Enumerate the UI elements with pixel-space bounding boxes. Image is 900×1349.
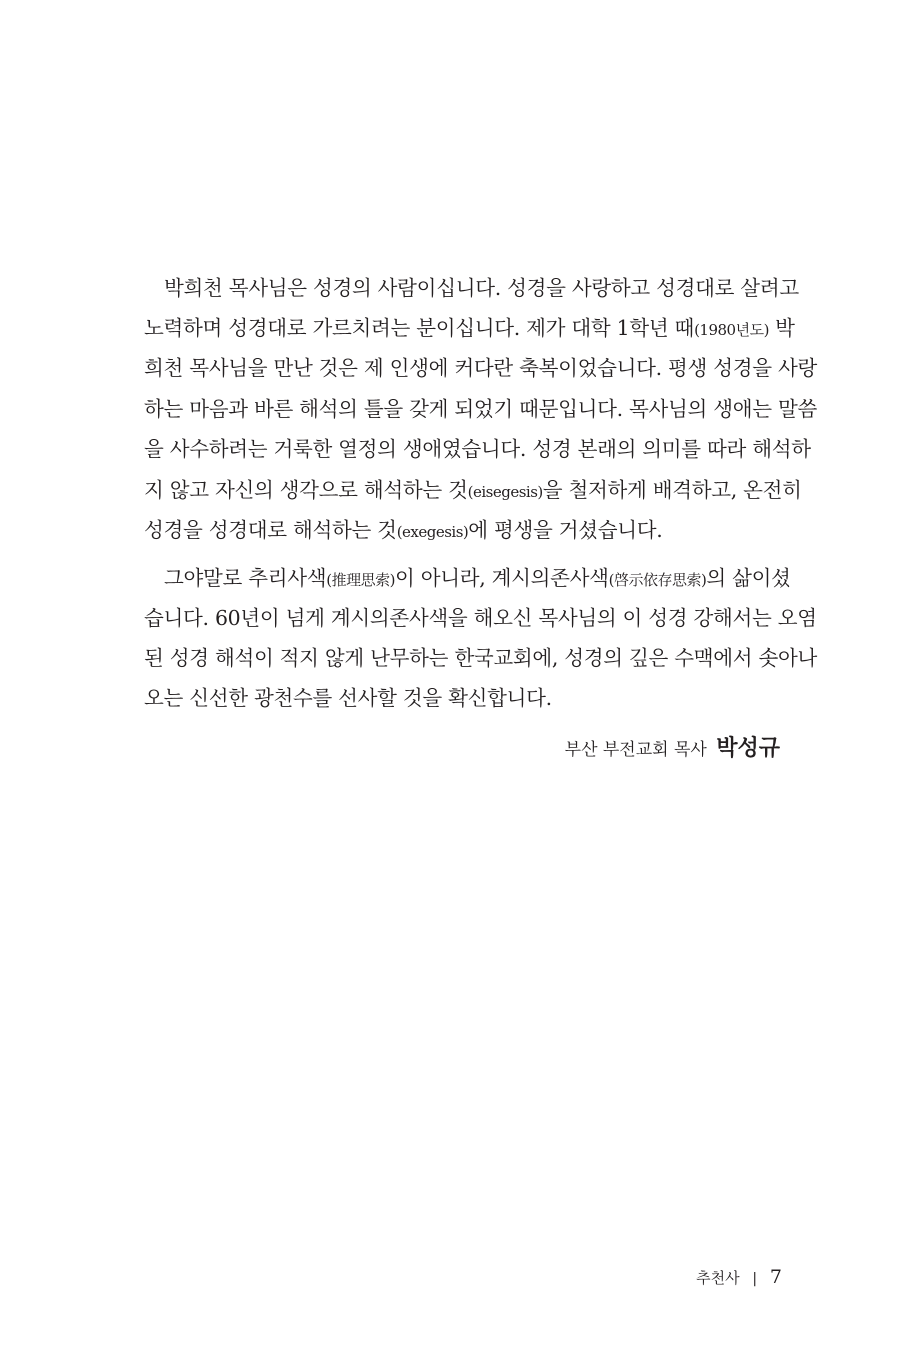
body-line: 박희천 목사님은 성경의 사람이십니다. 성경을 사랑하고 성경대로 살려고 xyxy=(164,276,799,300)
body-line: 희천 목사님을 만난 것은 제 인생에 커다란 축복이었습니다. 평생 성경을 사랑 xyxy=(144,356,817,380)
body-line: 하는 마음과 바른 해석의 틀을 갖게 되었기 때문입니다. 목사님의 생애는 말씀 xyxy=(144,397,817,421)
signature xyxy=(565,733,780,765)
body-line: 을 사수하려는 거룩한 열정의 생애였습니다. 성경 본래의 의미를 따라 해석하 xyxy=(144,437,811,461)
footer-separator: | xyxy=(752,1271,758,1287)
body-line: 습니다. 60년이 넘게 계시의존사색을 해오신 목사님의 이 성경 강해서는 오염 xyxy=(144,606,817,630)
signature-name: 박성규 xyxy=(716,735,780,761)
body-line: 오는 신선한 광천수를 선사할 것을 확신합니다. xyxy=(144,686,552,710)
signature-affiliation: 부산 부전교회 목사 xyxy=(564,740,707,760)
body-line: 지 않고 자신의 생각으로 해석하는 것(eisegesis)을 철저하게 배격하고, 온전히 xyxy=(144,478,802,502)
body-line: 된 성경 해석이 적지 않게 난무하는 한국교회에, 성경의 깊은 수맥에서 솟아나 xyxy=(144,646,817,670)
page-footer xyxy=(696,1265,782,1291)
page-number: 7 xyxy=(769,1266,782,1288)
body-line: 성경을 성경대로 해석하는 것(exegesis)에 평생을 거셨습니다. xyxy=(144,518,663,542)
body-line: 그야말로 추리사색(推理思索)이 아니라, 계시의존사색(啓示依存思索)의 삶이셨 xyxy=(164,566,791,590)
footer-section-title: 추천사 xyxy=(696,1269,740,1287)
body-line: 노력하며 성경대로 가르치려는 분이십니다. 제가 대학 1학년 때(1980년도) 박 xyxy=(144,316,795,340)
